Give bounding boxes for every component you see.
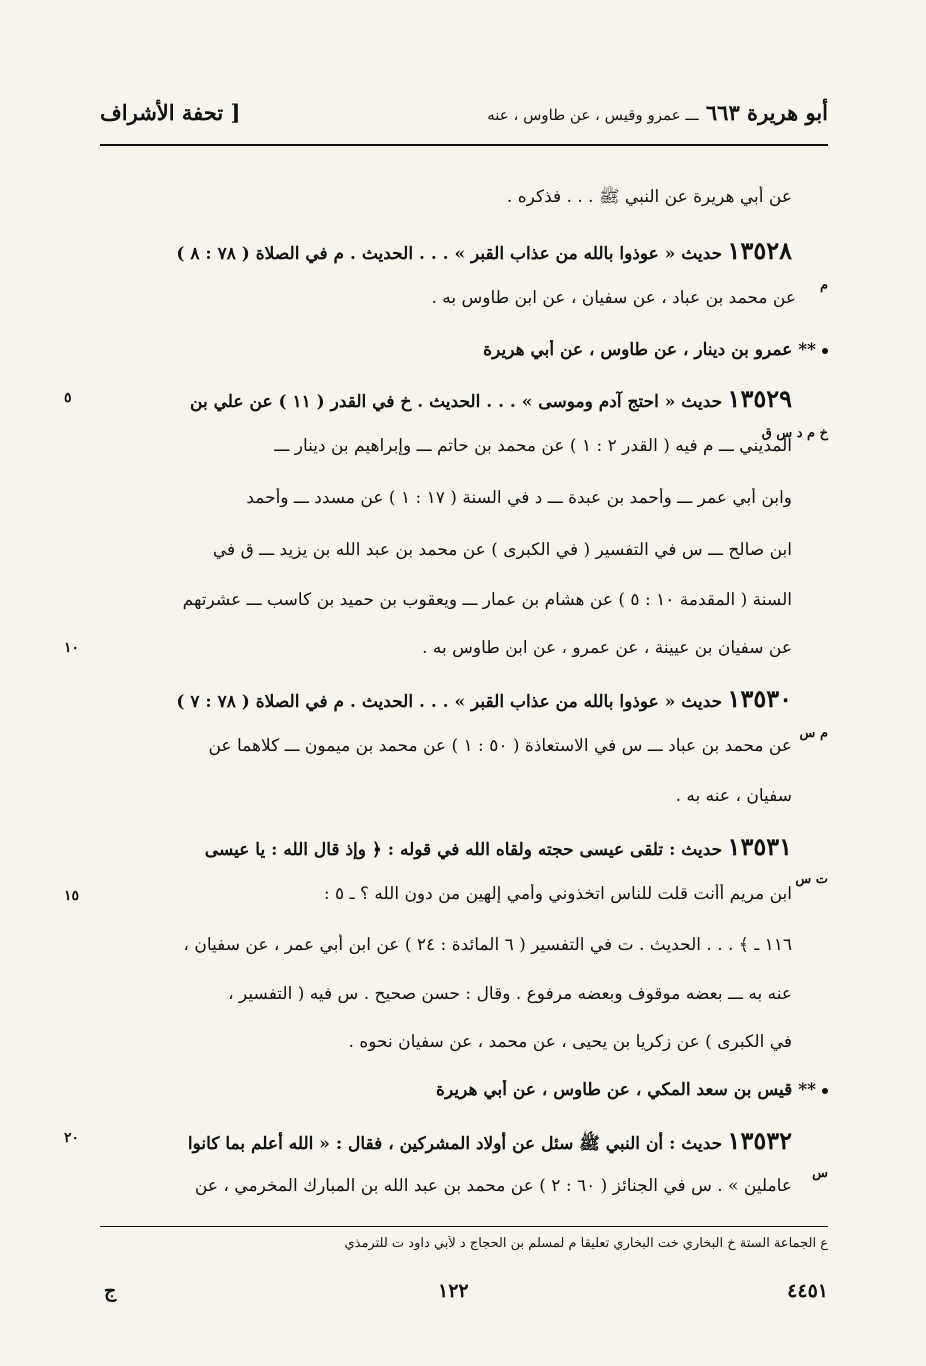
page-number: ١٢٢ (438, 1280, 469, 1302)
bullet-icon (822, 1088, 828, 1094)
narrator-chain-heading: ** قيس بن سعد المكي ، عن طاوس ، عن أبي هريرة (100, 1080, 828, 1100)
line-number: ٢٠ (64, 1130, 80, 1146)
hadith-line: ١٣٥٣٢ حديث : أن النبي ﷺ سئل عن أولاد المشركين ، فقال : « الله أعلم بما كانوا (187, 1126, 792, 1155)
hadith-line: ١٣٥٣٠ حديث « عوذوا بالله من عذاب القبر » . . . الحديث . م في الصلاة ( ٧٨ : ٧ ) (176, 684, 792, 713)
siglum: خ م د س ق (761, 426, 828, 441)
text-line: ١١٦ ـ ﴾ . . . الحديث . ت في التفسير ( ٦ المائدة : ٢٤ ) عن ابن أبي عمر ، عن سفيان ، (183, 935, 792, 955)
hadith-number: ١٣٥٢٩ (727, 384, 792, 413)
running-header (100, 92, 828, 146)
text-line: عن أبي هريرة عن النبي ﷺ . . . فذكره . (506, 187, 792, 207)
text-line: السنة ( المقدمة ١٠ : ٥ ) عن هشام بن عمار ـــ ويعقوب بن حميد بن كاسب ـــ عشرتهم (182, 590, 792, 610)
siglum: م (819, 278, 828, 293)
narrator-chain-heading: ** عمرو بن دينار ، عن طاوس ، عن أبي هريرة (100, 340, 828, 360)
hadith-number: ١٣٥٣١ (727, 832, 792, 861)
text-line: عن سفيان بن عيينة ، عن عمرو ، عن ابن طاوس به . (422, 638, 792, 658)
text-line: عن محمد بن عباد ، عن سفيان ، عن ابن طاوس به . (431, 288, 796, 308)
hadith-number: ١٣٥٢٨ (727, 236, 792, 265)
footer-rule (100, 1226, 828, 1227)
text-line: ابن صالح ـــ س في التفسير ( في الكبرى ) عن محمد بن عبد الله بن يزيد ـــ ق في (212, 540, 792, 560)
siglum: م س (799, 726, 828, 741)
line-number: ١٠ (64, 640, 80, 656)
line-number: ٥ (64, 390, 72, 406)
siglum: ت س (795, 872, 828, 887)
text-line: المديني ـــ م فيه ( القدر ٢ : ١ ) عن محمد بن حاتم ـــ وإبراهيم بن دينار ـــ (274, 436, 792, 456)
text-line: ابن مريم أأنت قلت للناس اتخذوني وأمي إلهين من دون الله ؟ ـ ٥ : (323, 884, 792, 904)
text-line: عاملين » . س في الجنائز ( ٦٠ : ٢ ) عن محمد بن عبد الله بن المبارك المخرمي ، عن (194, 1176, 792, 1196)
bullet-icon (822, 348, 828, 354)
hadith-number: ١٣٥٣٠ (727, 684, 792, 713)
text-line: عن محمد بن عباد ـــ س في الاستعاذة ( ٥٠ : ١ ) عن محمد بن ميمون ـــ كلاهما عن (208, 736, 792, 756)
volume-marker: ج (104, 1280, 117, 1302)
header-right (487, 100, 828, 125)
siglum: س (812, 1166, 828, 1181)
hadith-line: ١٣٥٣١ حديث : تلقى عيسى حجته ولقاه الله في قوله : ﴿ وإذ قال الله : يا عيسى (204, 832, 792, 861)
header-title: أبو هريرة ٦٦٣ (705, 100, 828, 125)
text-line: سفيان ، عنه به . (675, 786, 792, 806)
text-line: عنه به ـــ بعضه موقوف وبعضه مرفوع . وقال : حسن صحيح . س فيه ( التفسير ، (228, 984, 792, 1004)
header-subtitle: ـــ عمرو وقيس ، عن طاوس ، عنه (487, 106, 699, 124)
entry-range-number: ٤٤٥١ (787, 1280, 828, 1302)
header-book-title: [ تحفة الأشراف (100, 100, 241, 125)
abbreviations-footer: ع الجماعة الستة خ البخاري خت البخاري تعليقاً م لمسلم بن الحجاج د لأبي داود ت للترمذي (344, 1236, 828, 1251)
line-number: ١٥ (64, 888, 80, 904)
text-line: في الكبرى ) عن زكريا بن يحيى ، عن محمد ، عن سفيان نحوه . (348, 1032, 792, 1052)
text-line: وابن أبي عمر ـــ وأحمد بن عبدة ـــ د في السنة ( ١٧ : ١ ) عن مسدد ـــ وأحمد (246, 488, 792, 508)
hadith-line: ١٣٥٢٩ حديث « احتج آدم وموسى » . . . الحديث . خ في القدر ( ١١ ) عن علي بن (190, 384, 792, 413)
hadith-number: ١٣٥٣٢ (727, 1126, 792, 1155)
hadith-line: ١٣٥٢٨ حديث « عوذوا بالله من عذاب القبر » . . . الحديث . م في الصلاة ( ٧٨ : ٨ ) (176, 236, 792, 265)
